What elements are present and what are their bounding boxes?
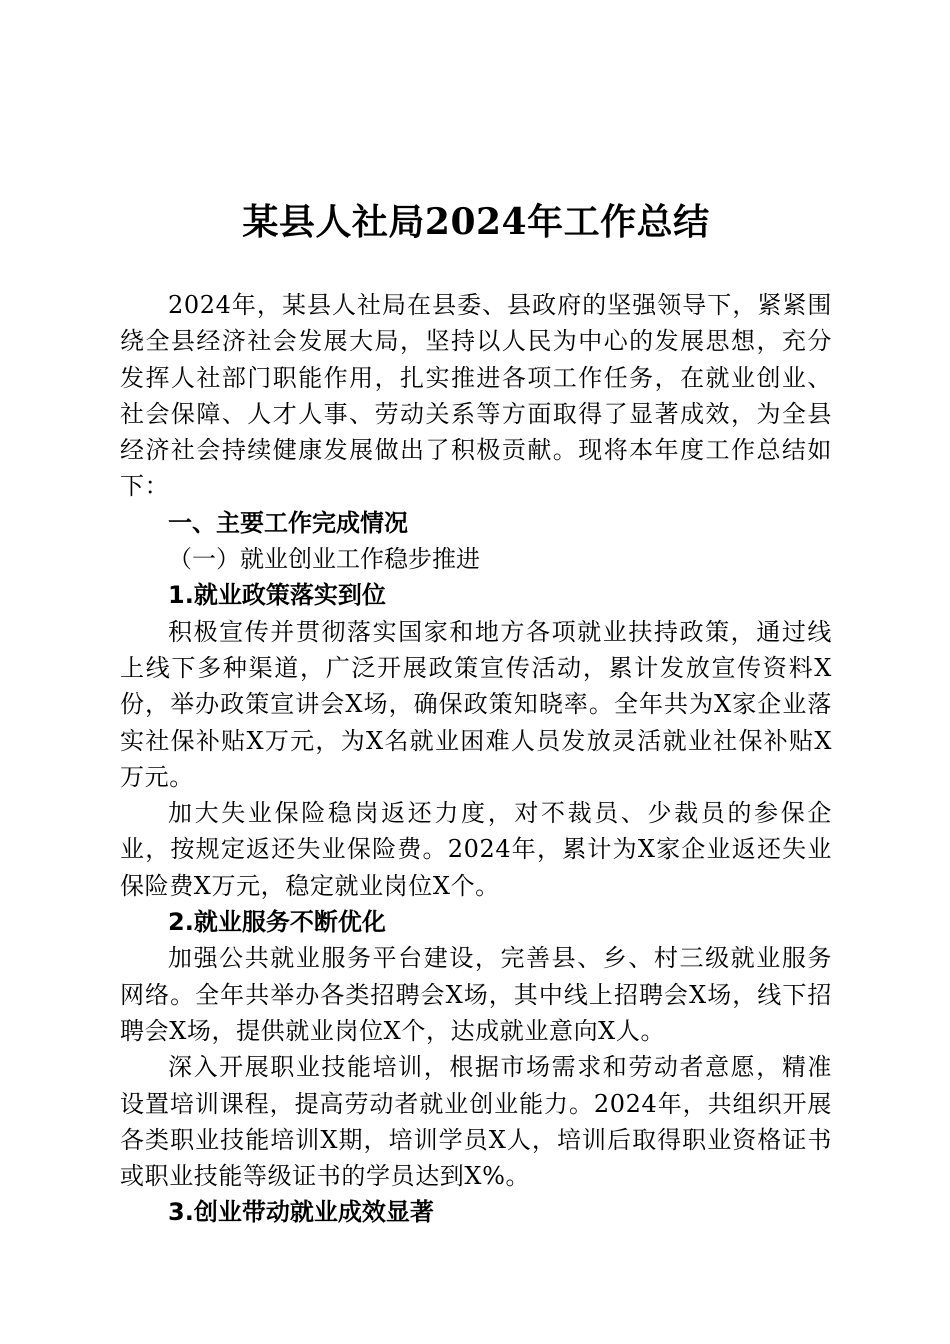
item-heading: 2.就业服务不断优化: [168, 908, 386, 937]
body-paragraph: 加大失业保险稳岗返还力度，对不裁员、少裁员的参保企业，按规定返还失业保险费。2024年，累计为X家企业返还失业保险费X万元，稳定就业岗位X个。: [120, 799, 832, 900]
item-heading: 1.就业政策落实到位: [168, 581, 386, 610]
document-title: 某县人社局2024年工作总结: [242, 201, 710, 243]
subsection-heading: （一）就业创业工作稳步推进: [168, 545, 480, 574]
body-paragraph: 加强公共就业服务平台建设，完善县、乡、村三级就业服务网络。全年共举办各类招聘会X场，其中线上招聘会X场，线下招聘会X场，提供就业岗位X个，达成就业意向X人。: [120, 944, 832, 1045]
document-body: [120, 287, 832, 1231]
body-paragraph: 深入开展职业技能培训，根据市场需求和劳动者意愿，精准设置培训课程，提高劳动者就业创业能力。2024年，共组织开展各类职业技能培训X期，培训学员X人，培训后取得职业资格证书或职业技能等级证书的学员达到X%。: [120, 1053, 832, 1191]
intro-paragraph: 2024年，某县人社局在县委、县政府的坚强领导下，紧紧围绕全县经济社会发展大局，坚持以人民为中心的发展思想，充分发挥人社部门职能作用，扎实推进各项工作任务，在就业创业、社会保障、人才人事、劳动关系等方面取得了显著成效，为全县经济社会持续健康发展做出了积极贡献。现将本年度工作总结如下：: [120, 291, 832, 501]
item-heading: 3.创业带动就业成效显著: [168, 1198, 434, 1227]
section-heading: 一、主要工作完成情况: [168, 508, 408, 537]
body-paragraph: 积极宣传并贯彻落实国家和地方各项就业扶持政策，通过线上线下多种渠道，广泛开展政策宣传活动，累计发放宣传资料X份，举办政策宣讲会X场，确保政策知晓率。全年共为X家企业落实社保补贴X万元，为X名就业困难人员发放灵活就业社保补贴X万元。: [120, 617, 832, 791]
